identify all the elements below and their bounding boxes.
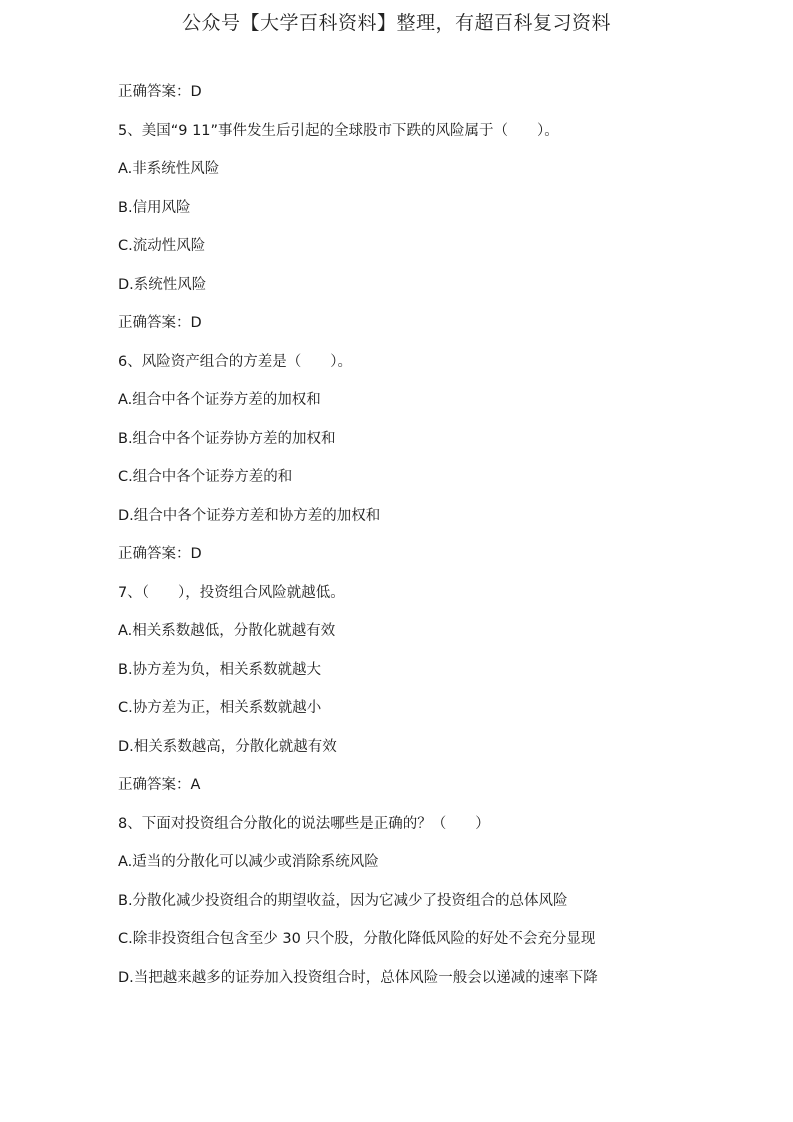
answer-line: 正确答案：D (118, 84, 202, 100)
option-c: C.组合中各个证券方差的和 (118, 469, 293, 485)
option-c: C.除非投资组合包含至少 30 只个股，分散化降低风险的好处不会充分显现 (118, 931, 596, 947)
option-a: A.组合中各个证券方差的加权和 (118, 392, 321, 408)
option-c: C.协方差为正，相关系数就越小 (118, 700, 322, 716)
option-a: A.相关系数越低，分散化就越有效 (118, 623, 336, 639)
option-b: B.协方差为负，相关系数就越大 (118, 661, 322, 678)
option-d: D.组合中各个证券方差和协方差的加权和 (118, 507, 381, 524)
option-a: A.适当的分散化可以减少或消除系统风险 (118, 854, 379, 870)
option-d: D.当把越来越多的证券加入投资组合时，总体风险一般会以递减的速率下降 (118, 969, 598, 986)
page-header: 公众号【大学百科资料】整理，有超百科复习资料 (181, 12, 611, 34)
question-5: 5、美国“9 11”事件发生后引起的全球股市下跌的风险属于（ ）。 (118, 122, 559, 139)
option-c: C.流动性风险 (118, 238, 206, 254)
question-8: 8、下面对投资组合分散化的说法哪些是正确的？（ ） (118, 815, 490, 832)
answer-line: 正确答案：D (118, 546, 202, 562)
option-a: A.非系统性风险 (118, 161, 220, 177)
option-d: D.系统性风险 (118, 276, 207, 293)
question-6: 6、风险资产组合的方差是（ ）。 (118, 353, 352, 370)
option-b: B.信用风险 (118, 199, 191, 216)
option-d: D.相关系数越高，分散化就越有效 (118, 738, 337, 755)
question-7: 7、（ ），投资组合风险就越低。 (118, 584, 345, 601)
option-b: B.分散化减少投资组合的期望收益，因为它减少了投资组合的总体风险 (118, 892, 568, 909)
document-body (118, 82, 738, 1006)
answer-line: 正确答案：D (118, 315, 202, 331)
answer-line: 正确答案：A (118, 777, 201, 793)
option-b: B.组合中各个证券协方差的加权和 (118, 430, 336, 447)
